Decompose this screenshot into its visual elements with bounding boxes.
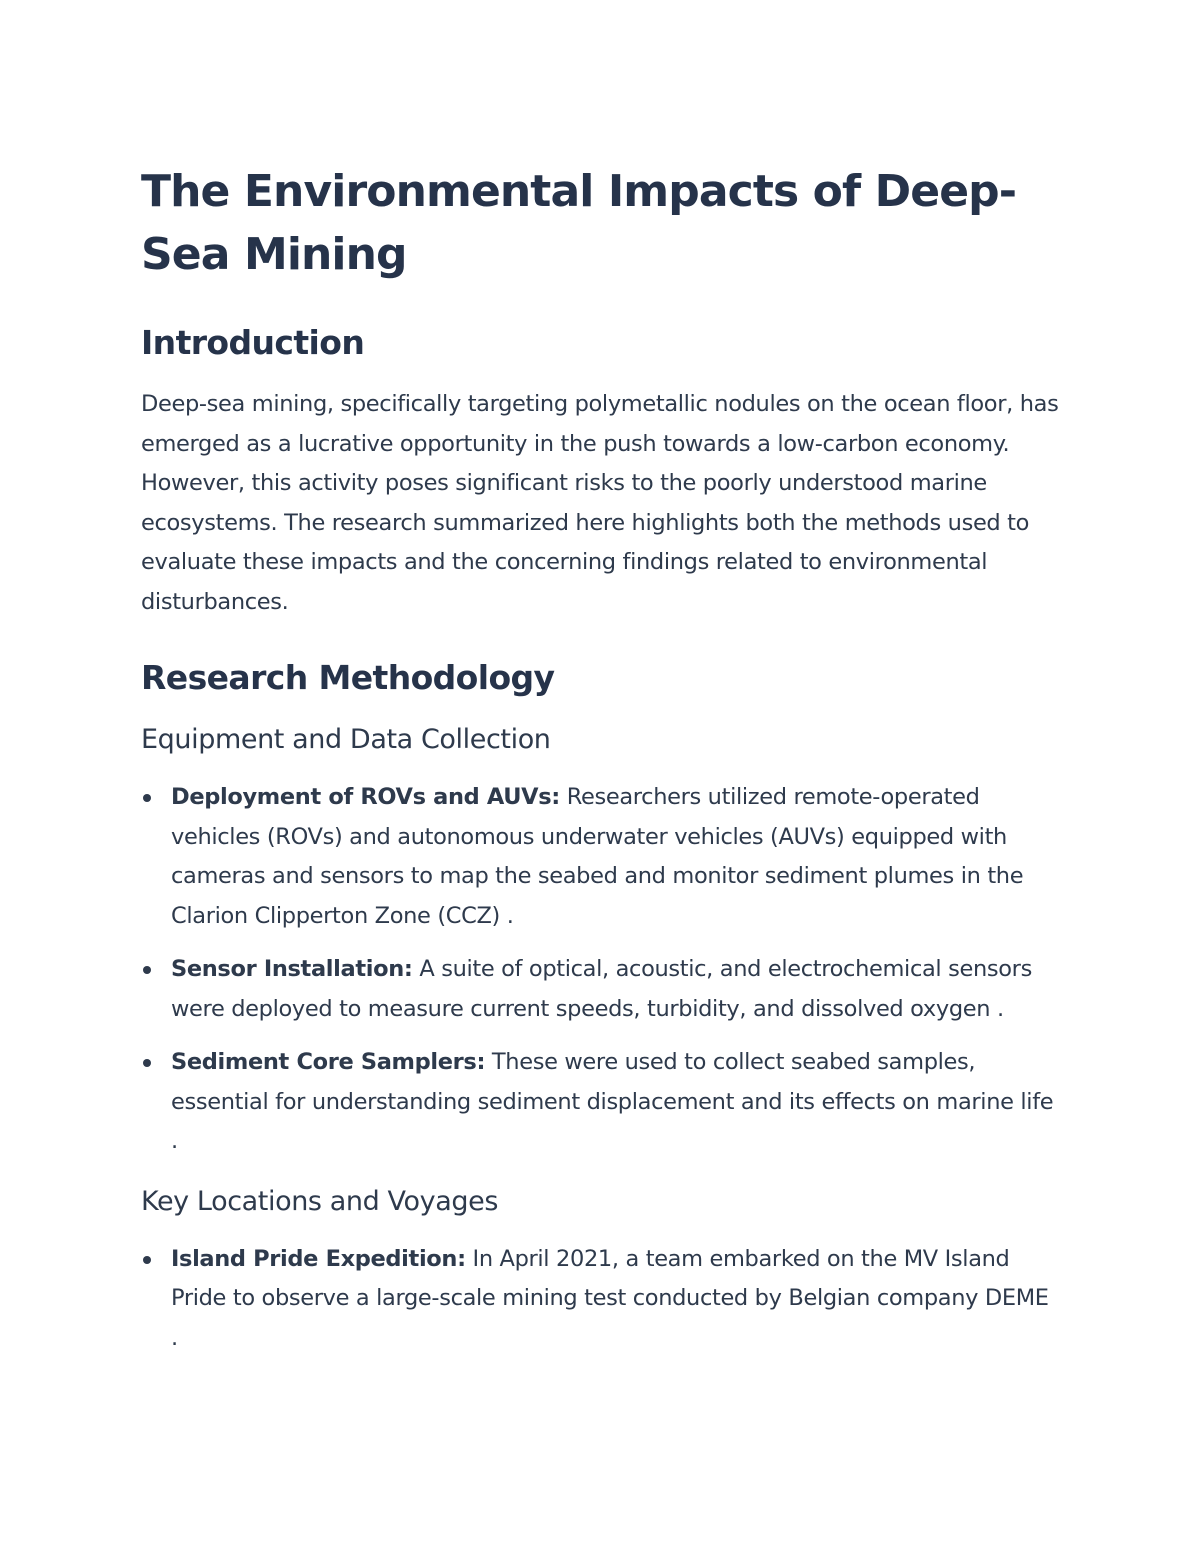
list-item-term: Sensor Installation: bbox=[171, 956, 413, 982]
bullet-icon bbox=[143, 794, 151, 802]
list-item bbox=[141, 778, 1061, 936]
equipment-heading: Equipment and Data Collection bbox=[141, 724, 551, 755]
list-item bbox=[141, 950, 1061, 1029]
list-item-term: Island Pride Expedition: bbox=[171, 1245, 466, 1272]
equipment-list bbox=[141, 778, 1061, 1162]
research-methodology-heading: Research Methodology bbox=[141, 658, 555, 697]
list-item-text: In April 2021, a team embarked on the MV Island Pride to observe a large-scale mining test conducted by Belgian company DEME . bbox=[171, 1245, 1049, 1351]
list-item-text: Researchers utilized remote-operated vehicles (ROVs) and autonomous underwater vehicles (AUVs) equipped with cameras and sensors to map the seabed and monitor sediment plumes in the Clarion Clipperton Zone (CCZ) . bbox=[171, 784, 1024, 929]
locations-list bbox=[141, 1240, 1061, 1359]
list-item bbox=[141, 1240, 1061, 1359]
list-item-text: A suite of optical, acoustic, and electrochemical sensors were deployed to measure current speeds, turbidity, and dissolved oxygen . bbox=[171, 956, 1032, 1022]
list-item-term: Sediment Core Samplers: bbox=[171, 1049, 486, 1075]
introduction-paragraph: Deep-sea mining, specifically targeting polymetallic nodules on the ocean floor, has emerged as a lucrative opportunity in the push towards a low-carbon economy. However, this activity poses significant risks to the poorly understood marine ecosystems. The research summarized here highlights both the methods used to evaluate these impacts and the concerning findings related to environmental disturbances. bbox=[141, 391, 1059, 615]
list-item-term: Deployment of ROVs and AUVs: bbox=[171, 784, 560, 810]
locations-heading: Key Locations and Voyages bbox=[141, 1185, 498, 1217]
bullet-icon bbox=[143, 966, 151, 974]
bullet-icon bbox=[143, 1059, 151, 1067]
list-item bbox=[141, 1043, 1061, 1162]
introduction-heading: Introduction bbox=[141, 323, 365, 362]
bullet-icon bbox=[143, 1256, 151, 1264]
list-item-text: These were used to collect seabed samples, essential for understanding sediment displacement and its effects on marine life . bbox=[171, 1049, 1054, 1154]
document-title: The Environmental Impacts of Deep-Sea Mining bbox=[141, 166, 1017, 280]
document-page bbox=[141, 160, 1061, 1372]
